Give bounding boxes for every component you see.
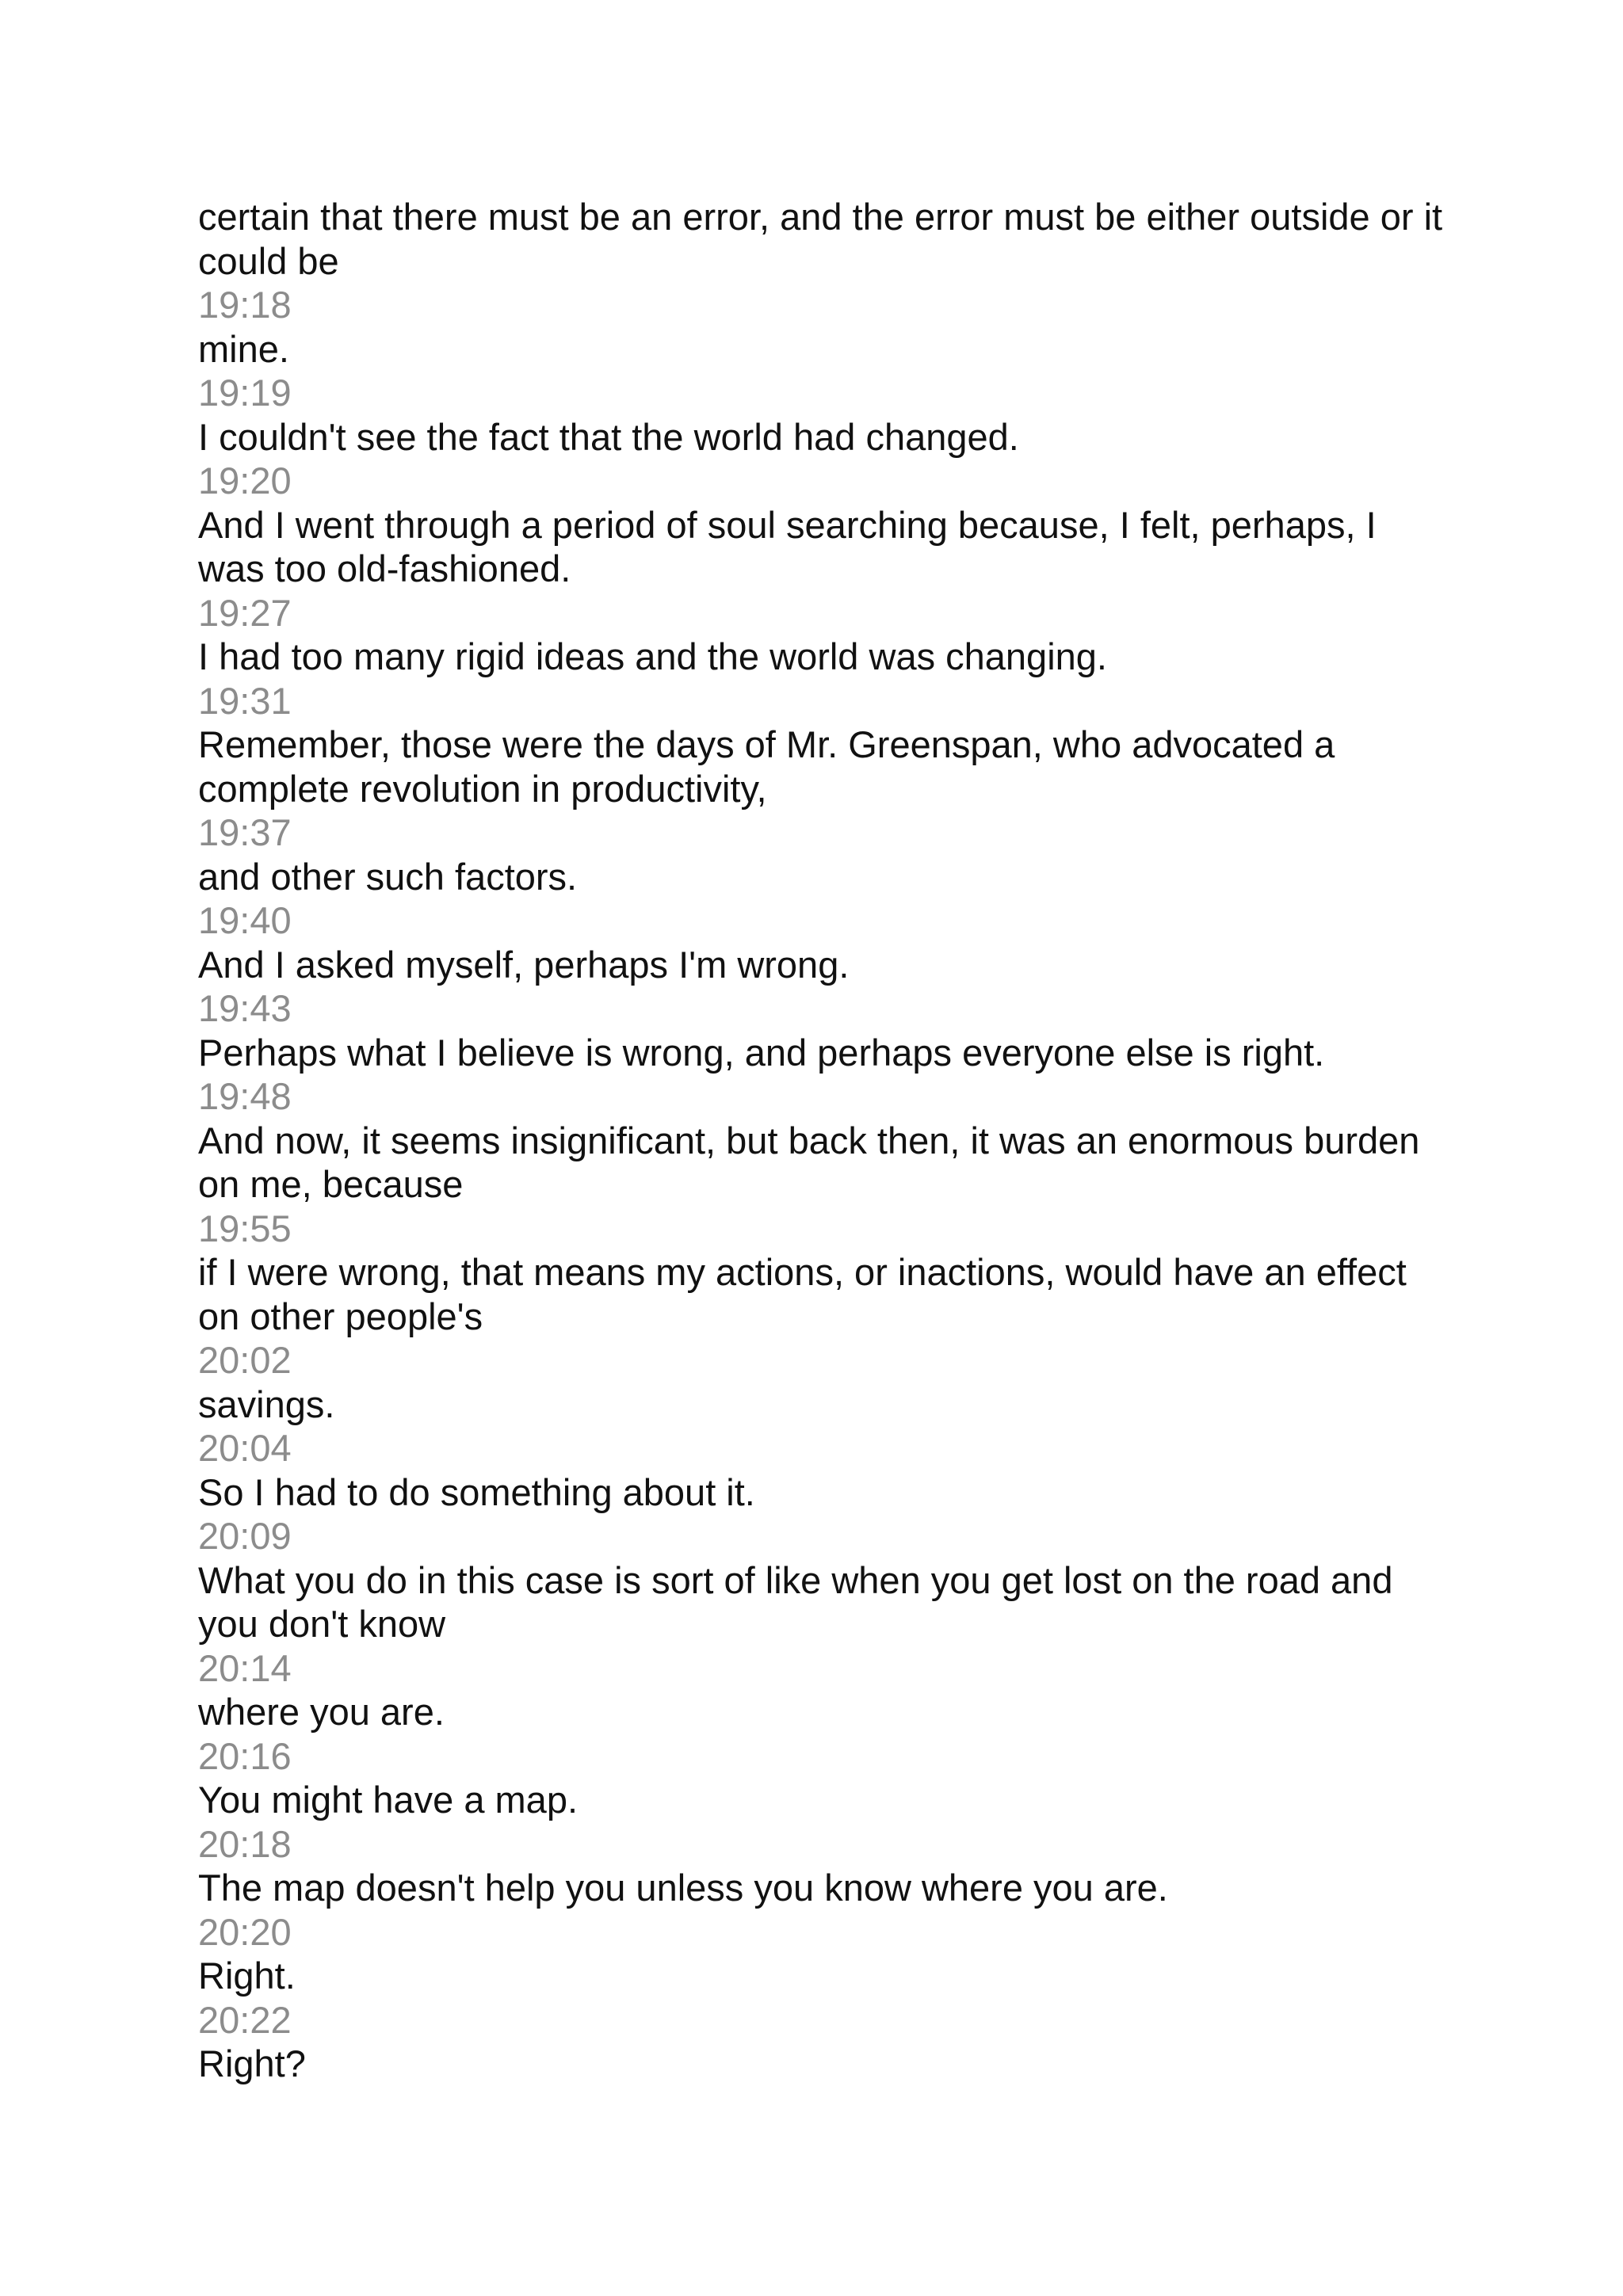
transcript-line: And now, it seems insignificant, but back then, it was an enormous burden on me, because [198, 1119, 1420, 1205]
timestamp: 20:02 [198, 1339, 292, 1381]
transcript-line: And I asked myself, perhaps I'm wrong. [198, 943, 850, 986]
timestamp: 19:43 [198, 987, 292, 1029]
timestamp: 20:04 [198, 1427, 292, 1469]
transcript-line: and other such factors. [198, 855, 578, 898]
timestamp: 20:20 [198, 1910, 292, 1953]
timestamp: 20:16 [198, 1734, 292, 1777]
transcript-line: Remember, those were the days of Mr. Greenspan, who advocated a complete revolution in productivity, [198, 723, 1335, 810]
transcript-line: if I were wrong, that means my actions, or inactions, would have an effect on other people's [198, 1251, 1407, 1337]
timestamp: 19:20 [198, 460, 292, 502]
timestamp: 20:22 [198, 1998, 292, 2041]
timestamp: 20:09 [198, 1515, 292, 1557]
timestamp: 19:48 [198, 1075, 292, 1117]
transcript-line: I had too many rigid ideas and the world was changing. [198, 635, 1107, 677]
timestamp: 19:37 [198, 811, 292, 853]
transcript-line: mine. [198, 327, 289, 370]
timestamp: 19:27 [198, 591, 292, 634]
transcript-line: I couldn't see the fact that the world had changed. [198, 415, 1019, 458]
transcript-line: Right? [198, 2042, 306, 2084]
transcript [198, 195, 1450, 2086]
transcript-line: And I went through a period of soul searching because, I felt, perhaps, I was too old-fashioned. [198, 503, 1377, 589]
timestamp: 20:14 [198, 1646, 292, 1689]
transcript-line: where you are. [198, 1691, 445, 1733]
timestamp: 19:40 [198, 899, 292, 941]
transcript-line: Right. [198, 1955, 296, 1997]
transcript-line: certain that there must be an error, and the error must be either outside or it could be [198, 196, 1443, 282]
transcript-line: You might have a map. [198, 1779, 579, 1821]
timestamp: 20:18 [198, 1822, 292, 1865]
transcript-line: The map doesn't help you unless you know where you are. [198, 1867, 1168, 1909]
transcript-line: savings. [198, 1383, 335, 1425]
timestamp: 19:55 [198, 1207, 292, 1249]
transcript-line: So I had to do something about it. [198, 1470, 755, 1513]
timestamp: 19:19 [198, 372, 292, 414]
transcript-line: What you do in this case is sort of like when you get lost on the road and you don't know [198, 1558, 1393, 1645]
timestamp: 19:18 [198, 284, 292, 326]
transcript-line: Perhaps what I believe is wrong, and perhaps everyone else is right. [198, 1031, 1325, 1074]
timestamp: 19:31 [198, 679, 292, 722]
